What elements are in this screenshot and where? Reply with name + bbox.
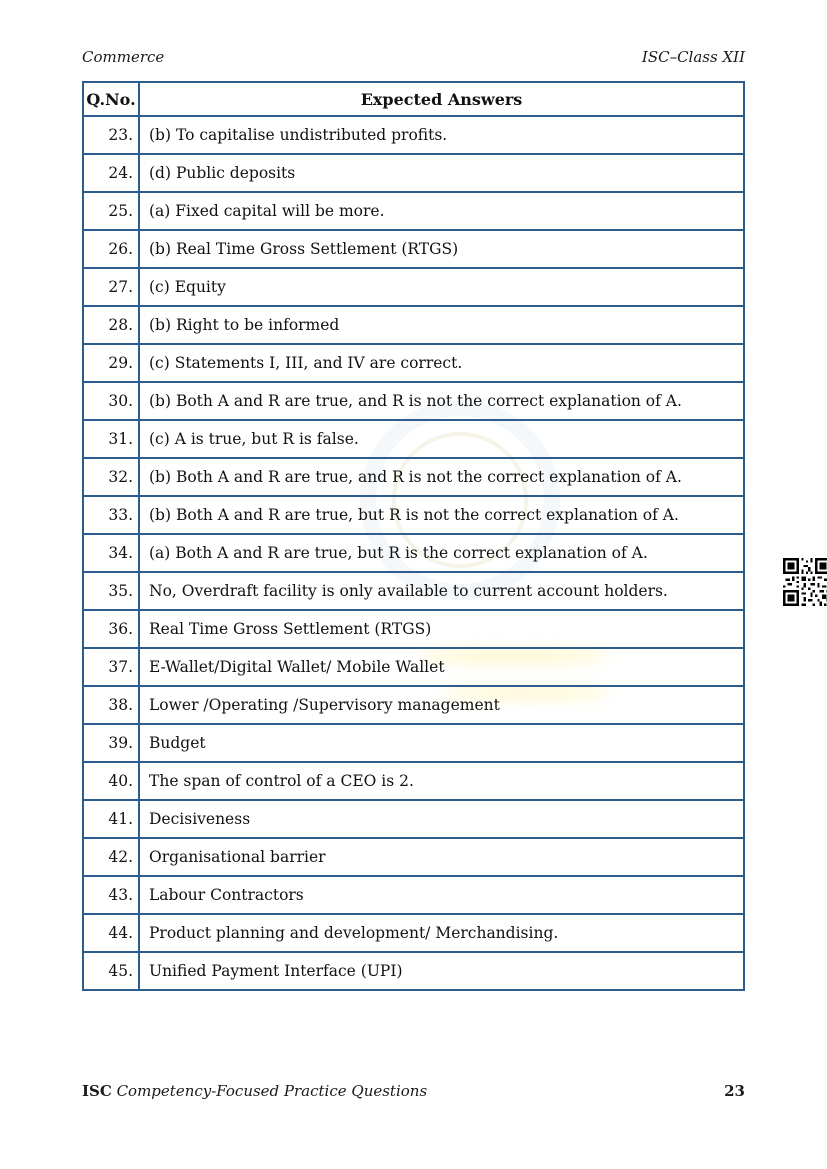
qno-cell: 24.	[83, 154, 139, 192]
answer-cell: Lower /Operating /Supervisory management	[139, 686, 744, 724]
answer-cell: (c) Statements I, III, and IV are correct.	[139, 344, 744, 382]
answer-cell: The span of control of a CEO is 2.	[139, 762, 744, 800]
qno-cell: 25.	[83, 192, 139, 230]
table-row	[83, 952, 744, 990]
footer-series-abbrev: ISC	[82, 1082, 112, 1100]
qno-cell: 33.	[83, 496, 139, 534]
answer-cell: (b) Right to be informed	[139, 306, 744, 344]
qno-cell: 34.	[83, 534, 139, 572]
answer-cell: Budget	[139, 724, 744, 762]
answer-cell: (d) Public deposits	[139, 154, 744, 192]
header-subject: Commerce	[82, 48, 165, 66]
table-row	[83, 192, 744, 230]
qno-cell: 38.	[83, 686, 139, 724]
answers-column-header: Expected Answers	[139, 82, 744, 116]
table-row	[83, 420, 744, 458]
answers-table	[82, 81, 745, 991]
qno-cell: 35.	[83, 572, 139, 610]
table-row	[83, 306, 744, 344]
table-header-row	[83, 82, 744, 116]
table-row	[83, 876, 744, 914]
table-row	[83, 800, 744, 838]
qno-cell: 45.	[83, 952, 139, 990]
table-row	[83, 496, 744, 534]
answer-cell: (b) Real Time Gross Settlement (RTGS)	[139, 230, 744, 268]
answer-cell: (c) Equity	[139, 268, 744, 306]
table-row	[83, 458, 744, 496]
page-header	[82, 48, 745, 66]
table-row	[83, 534, 744, 572]
qno-cell: 27.	[83, 268, 139, 306]
answer-cell: (b) Both A and R are true, and R is not the correct explanation of A.	[139, 458, 744, 496]
answer-cell: (b) Both A and R are true, but R is not the correct explanation of A.	[139, 496, 744, 534]
table-row	[83, 724, 744, 762]
page-number: 23	[724, 1082, 745, 1100]
table-row	[83, 648, 744, 686]
answer-cell: (b) To capitalise undistributed profits.	[139, 116, 744, 154]
table-row	[83, 572, 744, 610]
answer-cell: Decisiveness	[139, 800, 744, 838]
qno-cell: 36.	[83, 610, 139, 648]
qno-cell: 26.	[83, 230, 139, 268]
answer-cell: Product planning and development/ Merchandising.	[139, 914, 744, 952]
table-row	[83, 154, 744, 192]
footer-series-title	[82, 1082, 427, 1100]
answer-cell: (a) Both A and R are true, but R is the correct explanation of A.	[139, 534, 744, 572]
qno-cell: 44.	[83, 914, 139, 952]
qno-cell: 30.	[83, 382, 139, 420]
qno-cell: 39.	[83, 724, 139, 762]
qno-cell: 42.	[83, 838, 139, 876]
answer-cell: No, Overdraft facility is only available to current account holders.	[139, 572, 744, 610]
qno-cell: 41.	[83, 800, 139, 838]
answer-cell: E-Wallet/Digital Wallet/ Mobile Wallet	[139, 648, 744, 686]
qno-cell: 23.	[83, 116, 139, 154]
table-row	[83, 116, 744, 154]
table-row	[83, 344, 744, 382]
answer-cell: Labour Contractors	[139, 876, 744, 914]
qr-code-icon	[783, 558, 827, 606]
table-row	[83, 838, 744, 876]
answer-cell: Real Time Gross Settlement (RTGS)	[139, 610, 744, 648]
table-row	[83, 610, 744, 648]
qno-cell: 43.	[83, 876, 139, 914]
qno-cell: 28.	[83, 306, 139, 344]
qno-cell: 37.	[83, 648, 139, 686]
header-course: ISC–Class XII	[641, 48, 745, 66]
answer-cell: (b) Both A and R are true, and R is not the correct explanation of A.	[139, 382, 744, 420]
table-row	[83, 268, 744, 306]
table-row	[83, 382, 744, 420]
qno-cell: 32.	[83, 458, 139, 496]
table-row	[83, 762, 744, 800]
answer-cell: (c) A is true, but R is false.	[139, 420, 744, 458]
page-footer	[82, 1082, 745, 1100]
answer-cell: Unified Payment Interface (UPI)	[139, 952, 744, 990]
footer-series-name: Competency-Focused Practice Questions	[116, 1082, 428, 1100]
qno-cell: 40.	[83, 762, 139, 800]
qno-column-header: Q.No.	[83, 82, 139, 116]
answer-cell: (a) Fixed capital will be more.	[139, 192, 744, 230]
qno-cell: 29.	[83, 344, 139, 382]
table-row	[83, 230, 744, 268]
qno-cell: 31.	[83, 420, 139, 458]
answer-cell: Organisational barrier	[139, 838, 744, 876]
table-row	[83, 686, 744, 724]
table-row	[83, 914, 744, 952]
